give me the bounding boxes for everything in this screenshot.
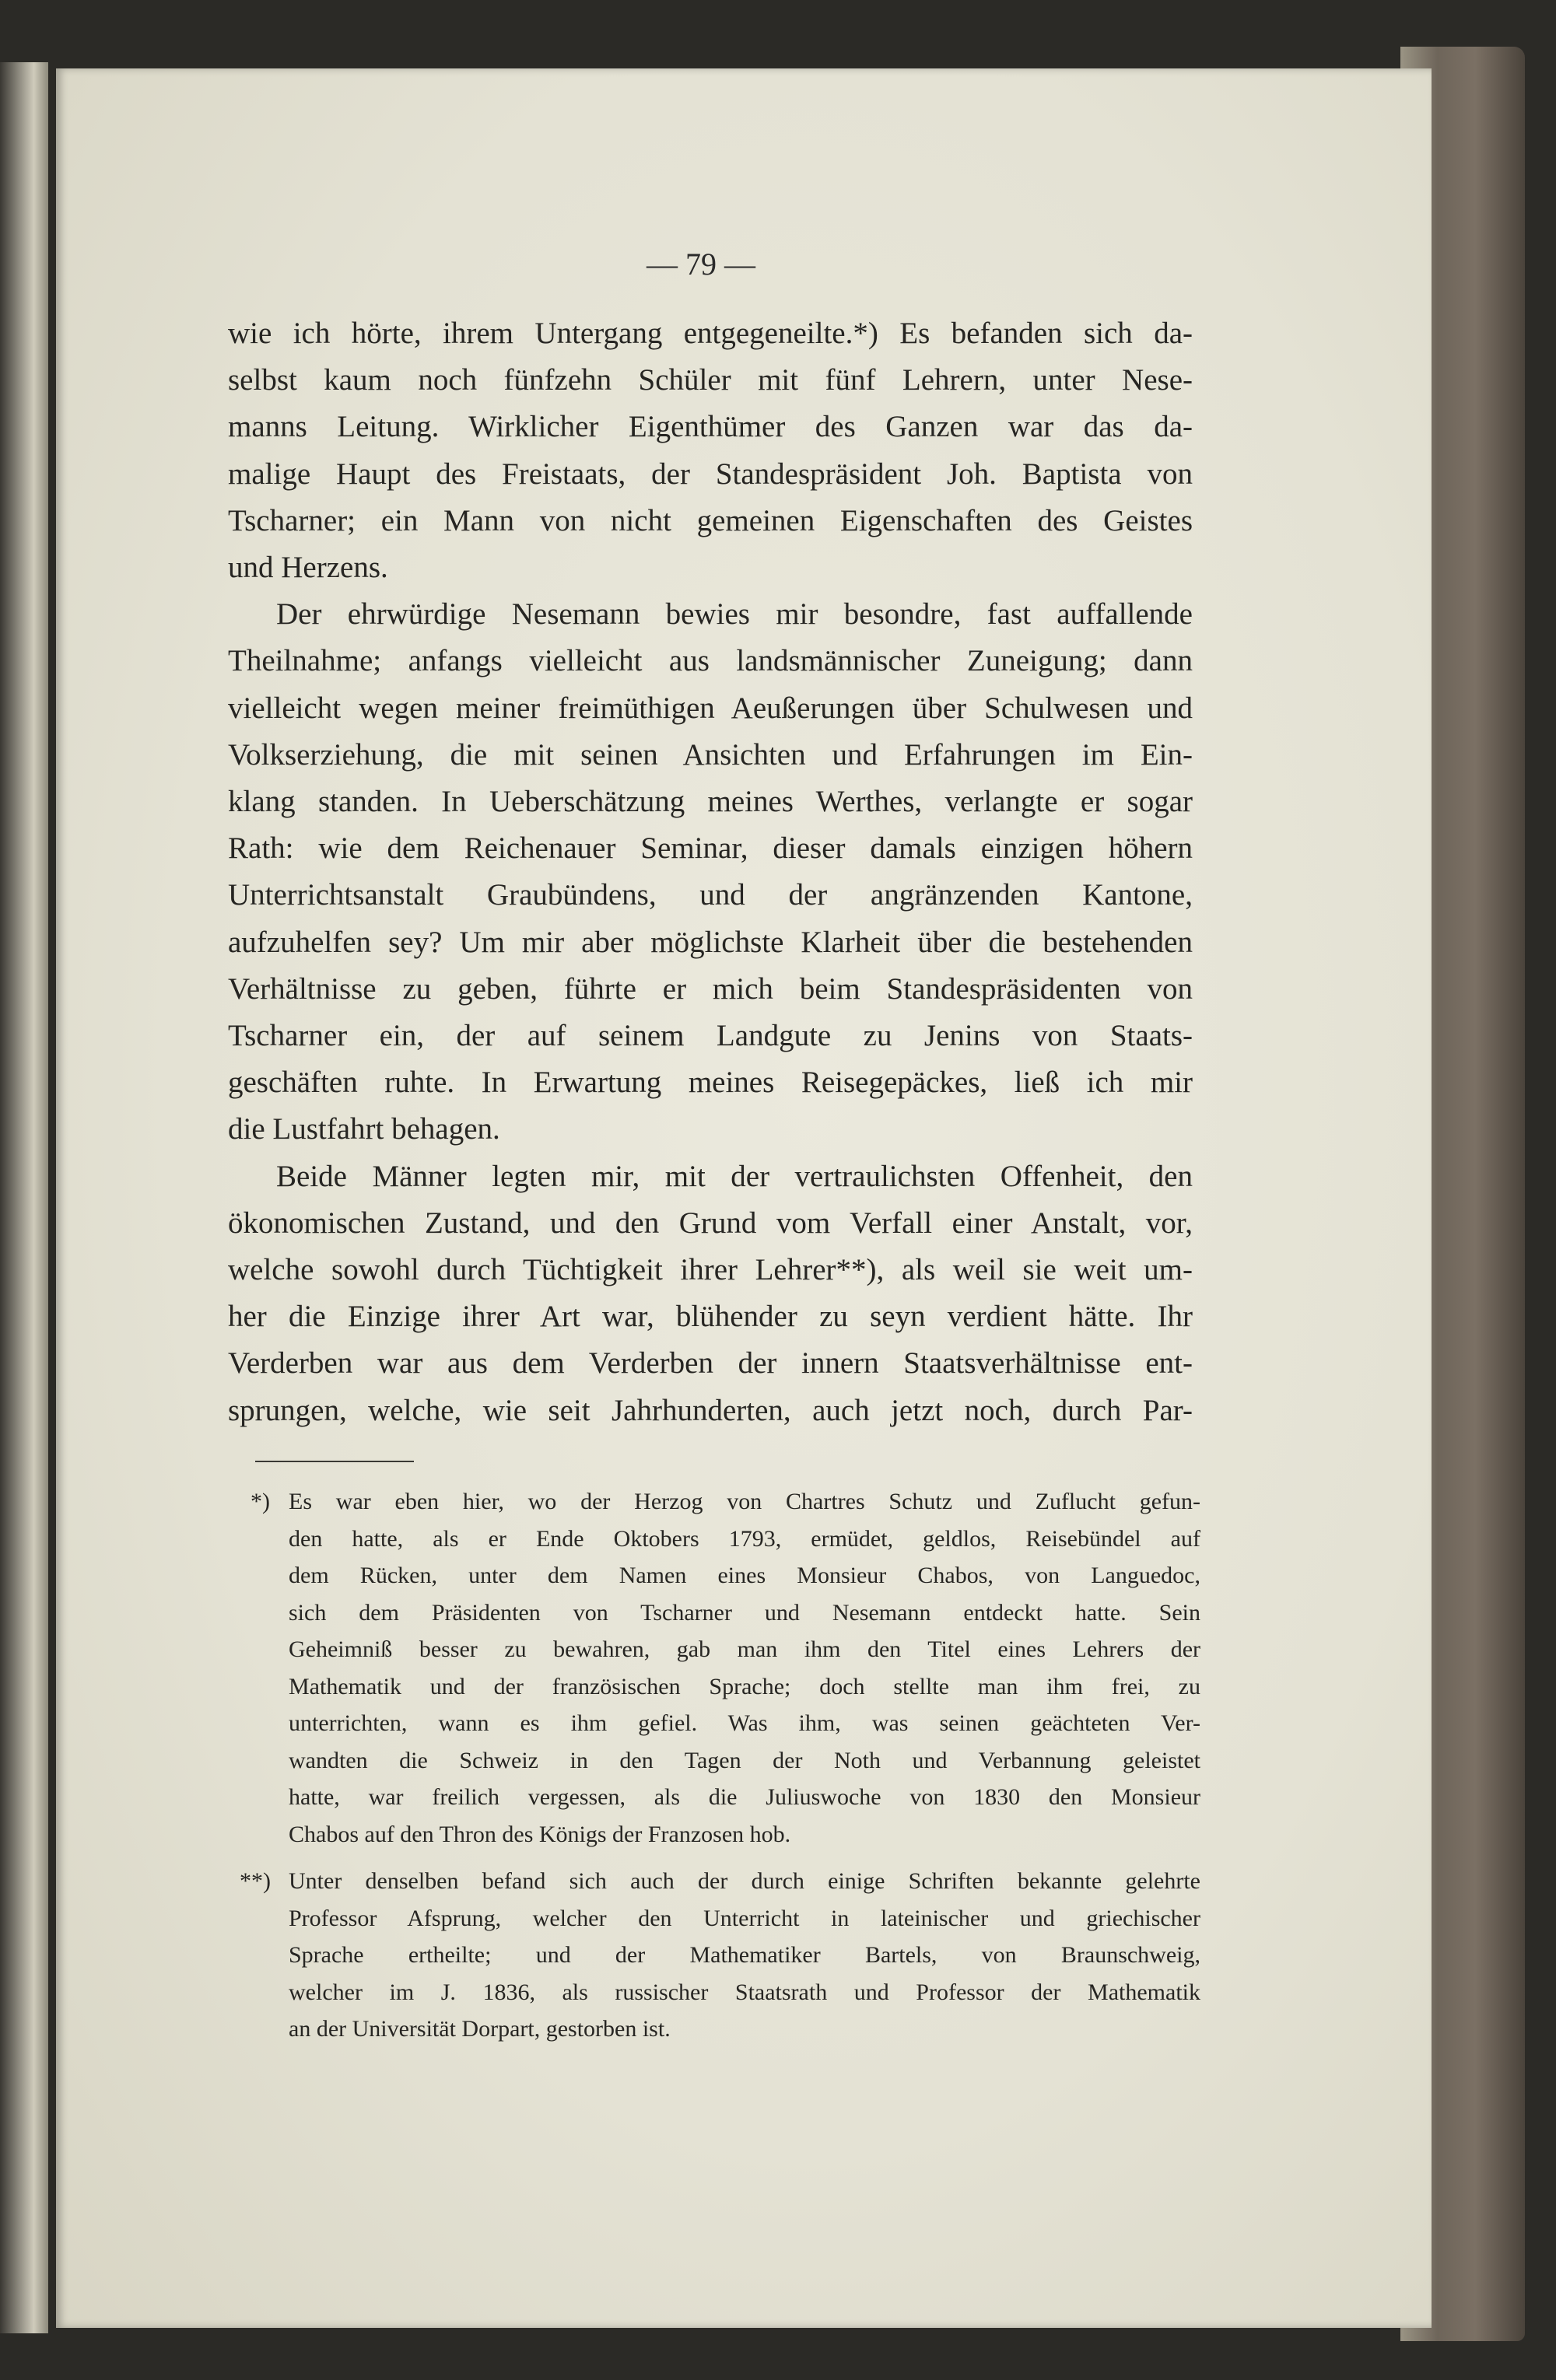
text-line: Der ehrwürdige Nesemann bewies mir besondre, fast auffallende [276,597,1193,632]
text-line: manns Leitung. Wirklicher Eigenthümer des Ganzen war das da- [228,410,1193,444]
book-page [56,68,1432,2328]
text-line: wie ich hörte, ihrem Untergang entgegeneilte.*) Es befanden sich da- [228,317,1193,350]
text-line: die Lustfahrt behagen. [228,1112,500,1146]
text-line: Unterrichtsanstalt Graubündens, und der angränzenden Kantone, [228,878,1193,912]
footnote-line: wandten die Schweiz in den Tagen der Noth und Verbannung geleistet [289,1747,1200,1773]
footnote-rule [255,1461,414,1462]
footnote-line: unterrichten, wann es ihm gefiel. Was ihm, was seinen geächteten Ver- [289,1710,1200,1736]
footnote-line: den hatte, als er Ende Oktobers 1793, ermüdet, geldlos, Reisebündel auf [289,1525,1200,1552]
text-line: Beide Männer legten mir, mit der vertraulichsten Offenheit, den [276,1159,1193,1193]
facing-page-edge [0,62,48,2333]
text-line: sprungen, welche, wie seit Jahrhunderten, auch jetzt noch, durch Par- [228,1393,1193,1427]
footnote-line: dem Rücken, unter dem Namen eines Monsieur Chabos, von Languedoc, [289,1563,1200,1588]
footnote-line: Es war eben hier, wo der Herzog von Chartres Schutz und Zuflucht gefun- [289,1489,1200,1514]
text-line: welche sowohl durch Tüchtigkeit ihrer Lehrer**), als weil sie weit um- [228,1253,1193,1286]
footnote-line: sich dem Präsidenten von Tscharner und Nesemann entdeckt hatte. Sein [289,1599,1200,1626]
text-line: malige Haupt des Freistaats, der Standespräsident Joh. Baptista von [228,457,1193,491]
text-line: Tscharner; ein Mann von nicht gemeinen Eigenschaften des Geistes [228,503,1193,537]
footnote-line: hatte, war freilich vergessen, als die Juliuswoche von 1830 den Monsieur [289,1784,1200,1810]
text-line: klang standen. In Ueberschätzung meines Werthes, verlangte er sogar [228,785,1193,818]
text-line: Rath: wie dem Reichenauer Seminar, dieser damals einzigen höhern [228,831,1193,866]
text-line: Verderben war aus dem Verderben der innern Staatsverhältnisse ent- [228,1346,1193,1381]
footnote-line: Sprache ertheilte; und der Mathematiker Bartels, von Braunschweig, [289,1942,1200,1968]
footnote-line: an der Universität Dorpart, gestorben ist. [289,2016,671,2042]
text-line: vielleicht wegen meiner freimüthigen Aeußerungen über Schulwesen und [228,691,1193,725]
footnote-line: Professor Afsprung, welcher den Unterricht in lateinischer und griechischer [289,1905,1200,1931]
footnote-marker: *) [251,1489,270,1514]
footnote-marker: **) [240,1868,271,1894]
text-line: Volkserziehung, die mit seinen Ansichten und Erfahrungen im Ein- [228,737,1193,772]
text-line: geschäften ruhte. In Erwartung meines Reisegepäckes, ließ ich mir [228,1066,1193,1100]
text-line: Tscharner ein, der auf seinem Landgute zu Jenins von Staats- [228,1019,1193,1052]
page-number: — 79 — [647,247,755,282]
text-line: selbst kaum noch fünfzehn Schüler mit fünf Lehrern, unter Nese- [228,363,1193,397]
text-line: und Herzens. [228,551,388,584]
footnote-line: Unter denselben befand sich auch der durch einige Schriften bekannte gelehrte [289,1868,1200,1894]
text-line: her die Einzige ihrer Art war, blühender zu seyn verdient hätte. Ihr [228,1300,1193,1334]
footnote-line: Geheimniß besser zu bewahren, gab man ihm den Titel eines Lehrers der [289,1636,1200,1662]
text-line: Theilnahme; anfangs vielleicht aus landsmännischer Zuneigung; dann [228,644,1193,678]
text-line: ökonomischen Zustand, und den Grund vom Verfall einer Anstalt, vor, [228,1206,1193,1240]
footnote-line: Chabos auf den Thron des Königs der Franzosen hob. [289,1821,791,1847]
text-line: Verhältnisse zu geben, führte er mich beim Standespräsidenten von [228,971,1193,1006]
footnote-line: Mathematik und der französischen Sprache; doch stellte man ihm frei, zu [289,1673,1200,1699]
text-line: aufzuhelfen sey? Um mir aber möglichste Klarheit über die bestehenden [228,925,1193,959]
footnote-line: welcher im J. 1836, als russischer Staatsrath und Professor der Mathematik [289,1979,1200,2005]
